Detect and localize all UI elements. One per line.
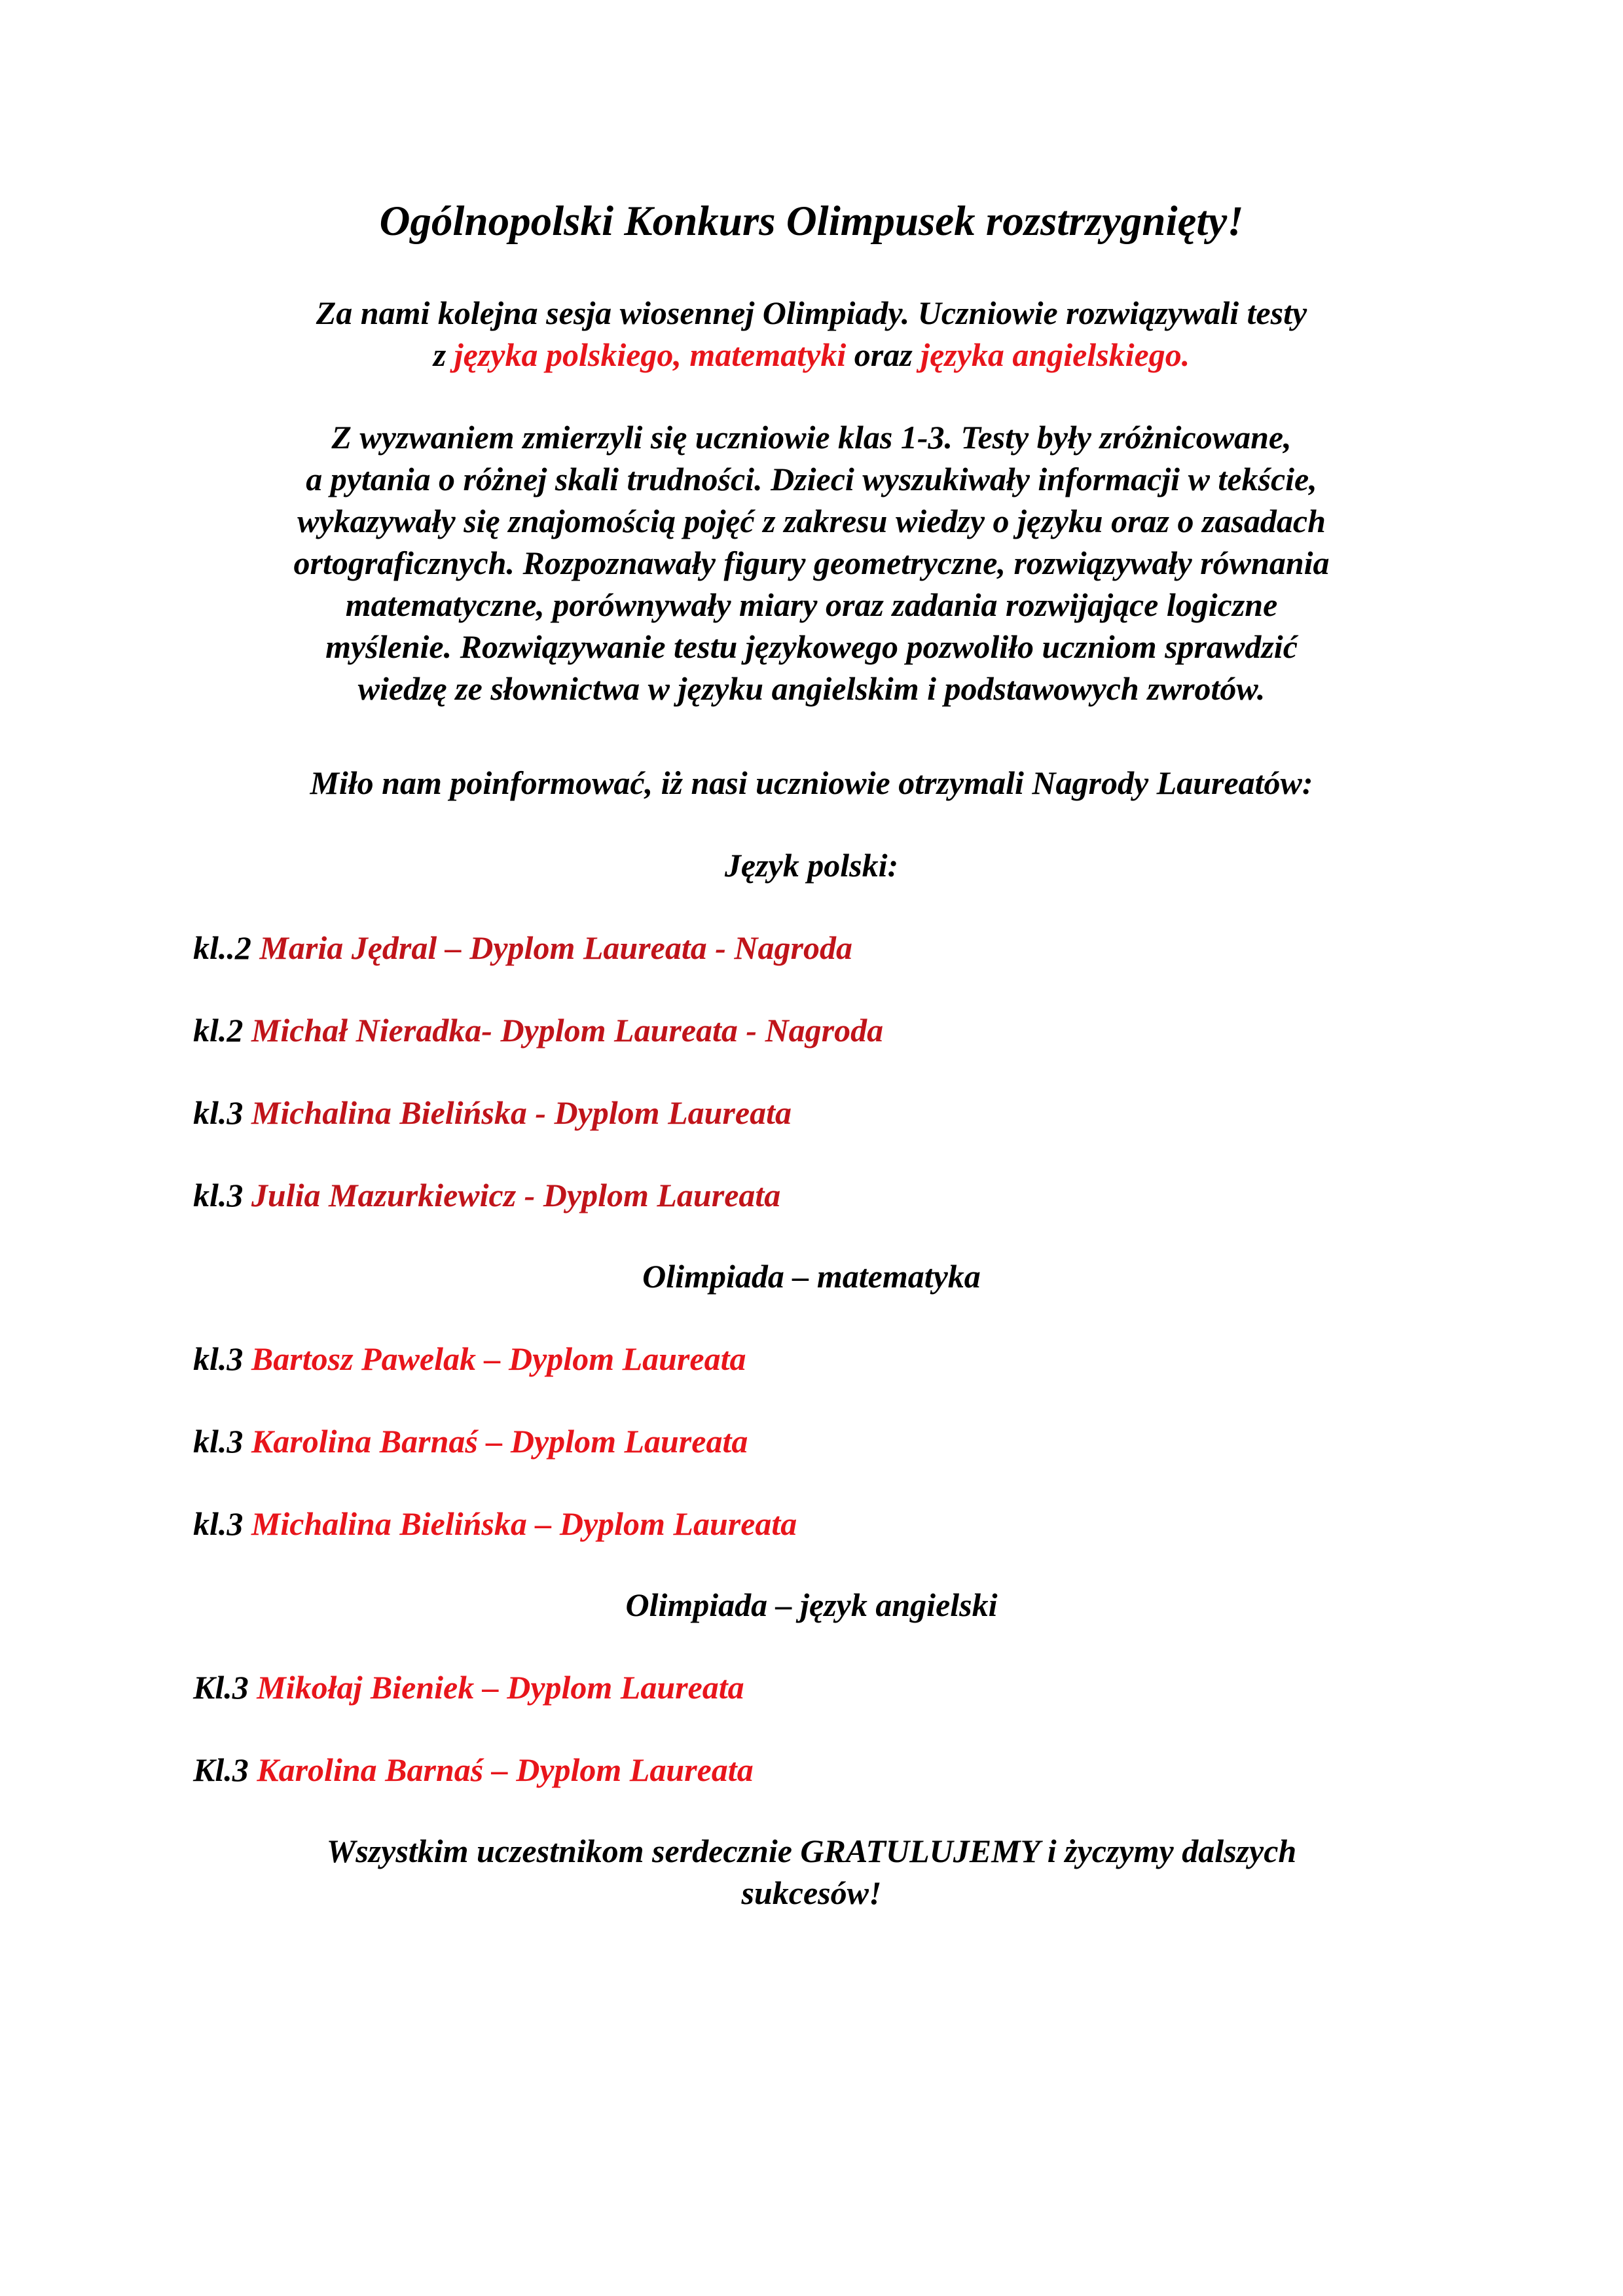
winner-entry <box>193 1420 748 1462</box>
winner-text: Michalina Bielińska – Dyplom Laureata <box>243 1505 797 1542</box>
closing-line-1: Wszystkim uczestnikom serdecznie GRATULUJEMY i życzymy dalszych <box>326 1833 1297 1869</box>
intro-connector: oraz <box>846 336 921 373</box>
winner-text: Julia Mazurkiewicz - Dyplom Laureata <box>243 1177 781 1213</box>
winner-class: kl.3 <box>193 1094 244 1131</box>
winner-entry <box>193 1666 744 1708</box>
announcement: Miło nam poinformować, iż nasi uczniowie otrzymali Nagrody Laureatów: <box>310 764 1313 801</box>
intro-prefix: z <box>433 336 454 373</box>
winner-entry <box>193 1338 746 1380</box>
winner-class: kl..2 <box>193 929 251 966</box>
description-line: matematyczne, porównywały miary oraz zadania rozwijające logiczne <box>345 586 1278 623</box>
description-line: ortograficznych. Rozpoznawały figury geometryczne, rozwiązywały równania <box>293 545 1330 581</box>
winner-entry <box>193 927 852 969</box>
winner-entry <box>193 1009 883 1051</box>
winner-text: Bartosz Pawelak – Dyplom Laureata <box>243 1340 746 1377</box>
intro-subject-2: języka angielskiego. <box>921 336 1190 373</box>
description-paragraph <box>0 416 1623 709</box>
winner-entry <box>193 1174 780 1216</box>
closing-paragraph <box>0 1830 1623 1914</box>
closing-line-2: sukcesów! <box>741 1874 882 1911</box>
winner-entry <box>193 1749 754 1791</box>
winner-text: Karolina Barnaś – Dyplom Laureata <box>248 1751 754 1788</box>
description-line: wykazywały się znajomością pojęć z zakresu wiedzy o języku oraz o zasadach <box>297 503 1326 539</box>
winner-class: Kl.3 <box>193 1669 249 1706</box>
description-line: a pytania o różnej skali trudności. Dzieci wyszukiwały informacji w tekście, <box>306 461 1317 497</box>
winner-text: Michał Nieradka- Dyplom Laureata - Nagroda <box>243 1012 884 1049</box>
intro-paragraph <box>0 292 1623 376</box>
intro-line-2 <box>0 334 1623 376</box>
description-line: myślenie. Rozwiązywanie testu językowego pozwoliło uczniom sprawdzić <box>325 628 1298 665</box>
section-heading-math: Olimpiada – matematyka <box>642 1258 981 1295</box>
winner-class: kl.3 <box>193 1423 244 1460</box>
winner-class: kl.3 <box>193 1340 244 1377</box>
winner-class: kl.3 <box>193 1505 244 1542</box>
intro-line-1: Za nami kolejna sesja wiosennej Olimpiady. Uczniowie rozwiązywali testy <box>316 295 1307 331</box>
description-line: wiedzę ze słownictwa w języku angielskim i podstawowych zwrotów. <box>357 670 1266 707</box>
section-heading-polish: Język polski: <box>724 847 899 884</box>
winner-text: Michalina Bielińska - Dyplom Laureata <box>243 1094 792 1131</box>
winner-class: kl.2 <box>193 1012 244 1049</box>
winner-entry <box>193 1092 792 1134</box>
intro-subject-1: języka polskiego, matematyki <box>454 336 847 373</box>
description-line: Z wyzwaniem zmierzyli się uczniowie klas 1-3. Testy były zróżnicowane, <box>331 419 1292 456</box>
winner-text: Maria Jędral – Dyplom Laureata - Nagroda <box>251 929 852 966</box>
page-title: Ogólnopolski Konkurs Olimpusek rozstrzygnięty! <box>379 198 1244 245</box>
winner-class: kl.3 <box>193 1177 244 1213</box>
winner-class: Kl.3 <box>193 1751 249 1788</box>
winner-text: Mikołaj Bieniek – Dyplom Laureata <box>248 1669 744 1706</box>
section-heading-english: Olimpiada – język angielski <box>625 1587 998 1623</box>
winner-text: Karolina Barnaś – Dyplom Laureata <box>243 1423 748 1460</box>
winner-entry <box>193 1503 797 1545</box>
